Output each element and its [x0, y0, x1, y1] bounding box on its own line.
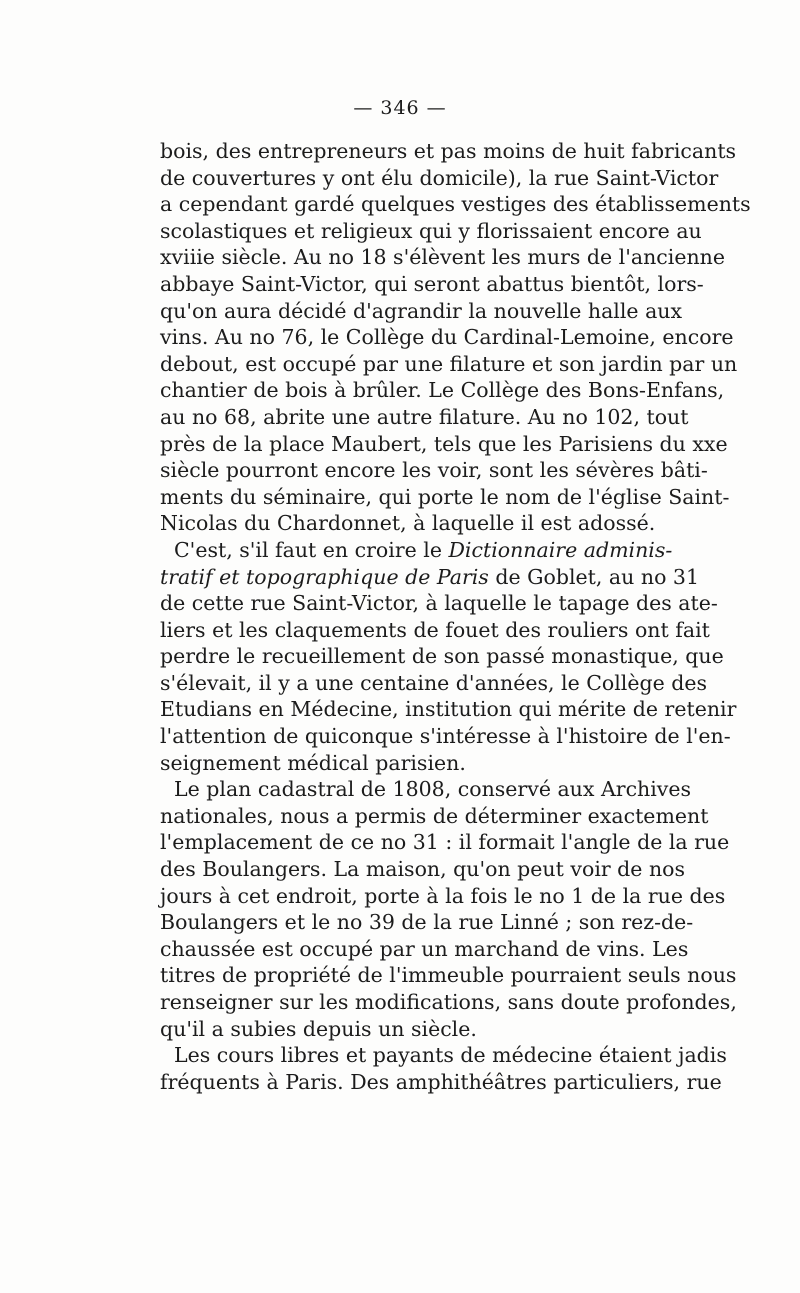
- text-line: [160, 244, 726, 271]
- text-line: [160, 377, 725, 404]
- line-text: l'attention de quiconque s'intéresse à l'histoire de l'en-: [160, 724, 731, 749]
- text-line: [160, 138, 737, 165]
- text-line: [160, 324, 734, 351]
- text-line: [160, 484, 730, 511]
- text-line: [160, 590, 718, 617]
- line-text: abbaye Saint-Victor, qui seront abattus bientôt, lors-: [160, 271, 704, 296]
- text-line: [160, 670, 708, 697]
- line-text: a cependant gardé quelques vestiges des établissements: [160, 192, 751, 217]
- text-line: [160, 803, 709, 830]
- line-text: l'emplacement de ce no 31 : il formait l'angle de la rue: [160, 830, 730, 855]
- page-number: — 346 —: [353, 97, 447, 119]
- text-line: [160, 909, 694, 936]
- text-line: [160, 271, 704, 298]
- line-text: nationales, nous a permis de déterminer exactement: [160, 803, 709, 828]
- line-text: qu'il a subies depuis un siècle.: [160, 1016, 477, 1041]
- text-line: [160, 564, 700, 591]
- line-text: s'élevait, il y a une centaine d'années, le Collège des: [160, 670, 708, 695]
- line-text: près de la place Maubert, tels que les Parisiens du xxe: [160, 431, 728, 456]
- text-line: [160, 298, 683, 325]
- line-text: qu'on aura décidé d'agrandir la nouvelle halle aux: [160, 298, 683, 323]
- line-text: chaussée est occupé par un marchand de vins. Les: [160, 936, 689, 961]
- line-text: chantier de bois à brûler. Le Collège des Bons-Enfans,: [160, 378, 725, 403]
- text-line: [160, 643, 724, 670]
- line-text: liers et les claquements de fouet des rouliers ont fait: [160, 617, 710, 642]
- text-line: [160, 191, 751, 218]
- text-line: [160, 989, 737, 1016]
- text-line: [160, 856, 686, 883]
- italic-title: tratif et topographique de Paris: [160, 564, 489, 589]
- line-text: ments du séminaire, qui porte le nom de l'église Saint-: [160, 484, 730, 509]
- line-text: Boulangers et le no 39 de la rue Linné ; son rez-de-: [160, 910, 694, 935]
- text-line: [160, 1069, 722, 1096]
- text-line: [160, 696, 737, 723]
- line-text: siècle pourront encore les voir, sont les sévères bâti-: [160, 458, 708, 483]
- line-text: titres de propriété de l'immeuble pourraient seuls nous: [160, 963, 737, 988]
- line-text: debout, est occupé par une filature et son jardin par un: [160, 351, 738, 376]
- line-text: Nicolas du Chardonnet, à laquelle il est adossé.: [160, 511, 656, 536]
- text-line: [160, 617, 710, 644]
- line-text: Etudians en Médecine, institution qui mérite de retenir: [160, 697, 737, 722]
- text-line: [160, 829, 730, 856]
- line-text: renseigner sur les modifications, sans doute profondes,: [160, 990, 737, 1014]
- line-text: de couvertures y ont élu domicile), la rue Saint-Victor: [160, 165, 719, 190]
- body-text: [160, 138, 751, 1095]
- line-text: Le plan cadastral de 1808, conservé aux Archives: [174, 777, 692, 802]
- line-text: C'est, s'il faut en croire le: [174, 537, 449, 562]
- text-line: [160, 404, 689, 431]
- text-line: [160, 431, 728, 458]
- text-line: [160, 351, 738, 378]
- line-text: au no 68, abrite une autre filature. Au no 102, tout: [160, 404, 689, 429]
- text-line: [160, 1016, 650, 1043]
- text-line: [160, 1042, 727, 1069]
- line-text: des Boulangers. La maison, qu'on peut voir de nos: [160, 857, 686, 882]
- text-line: [160, 218, 702, 245]
- line-text: seignement médical parisien.: [160, 750, 466, 775]
- line-text: vins. Au no 76, le Collège du Cardinal-Lemoine, encore: [160, 325, 734, 350]
- line-text: de cette rue Saint-Victor, à laquelle le tapage des ate-: [160, 591, 718, 616]
- line-text: de Goblet, au no 31: [488, 564, 700, 589]
- text-line: [160, 510, 656, 537]
- text-line: [160, 776, 692, 803]
- line-text: Les cours libres et payants de médecine étaient jadis: [174, 1043, 727, 1068]
- text-line: [160, 883, 726, 910]
- line-text: scolastiques et religieux qui y florissaient encore au: [160, 218, 702, 243]
- italic-title: Dictionnaire adminis-: [448, 537, 673, 562]
- line-text: fréquents à Paris. Des amphithéâtres particuliers, rue: [160, 1069, 722, 1094]
- text-line: [160, 537, 673, 564]
- text-line: [160, 723, 731, 750]
- text-line: [160, 936, 689, 963]
- line-text: bois, des entrepreneurs et pas moins de huit fabricants: [160, 139, 737, 163]
- text-line: [160, 457, 708, 484]
- text-line: [160, 962, 737, 989]
- text-line: [160, 165, 719, 192]
- line-text: perdre le recueillement de son passé monastique, que: [160, 644, 724, 669]
- line-text: xviiie siècle. Au no 18 s'élèvent les murs de l'ancienne: [160, 245, 726, 270]
- text-line: [160, 750, 650, 777]
- line-text: jours à cet endroit, porte à la fois le no 1 de la rue des: [160, 883, 726, 908]
